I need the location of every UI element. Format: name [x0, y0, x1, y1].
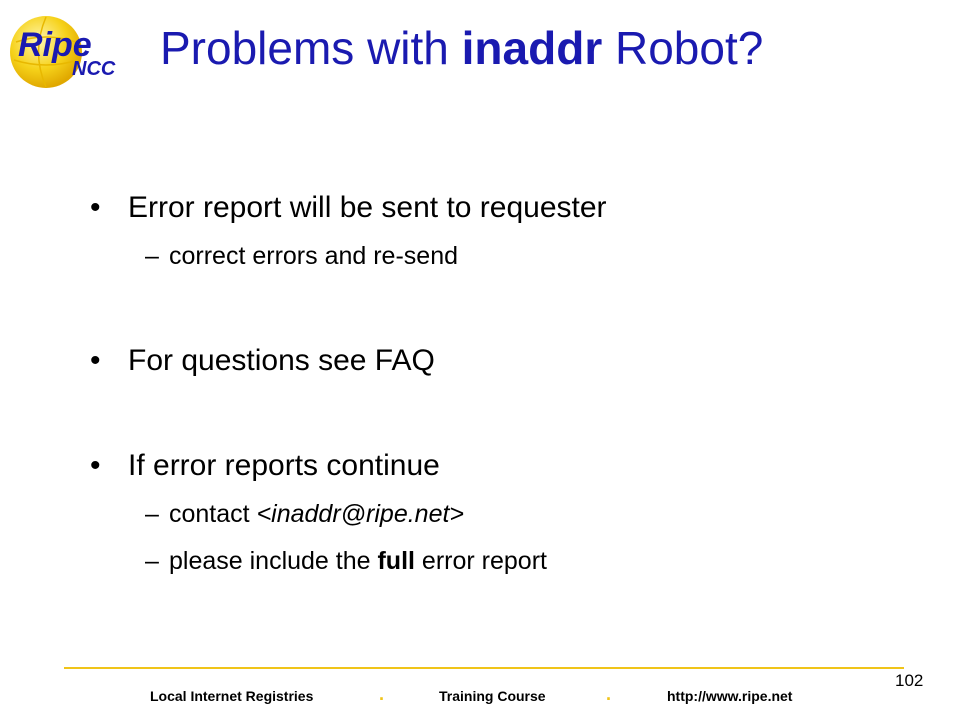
logo-text-sub: NCC [72, 58, 116, 80]
footer-separator: . [606, 684, 612, 704]
sub-bullet-text [169, 499, 464, 529]
footer-divider [64, 667, 904, 669]
bullet-marker: • [90, 191, 101, 224]
title-suffix: Robot? [602, 22, 764, 74]
bullet-text: If error reports continue [128, 449, 440, 482]
logo-text-main: Ripe [18, 26, 92, 64]
bullet-text: For questions see FAQ [128, 344, 435, 377]
bullet-marker: • [90, 344, 101, 377]
sub-bullet-marker: – [145, 242, 159, 270]
sub-bullet-marker: – [145, 500, 159, 528]
sub-bullet-marker: – [145, 547, 159, 575]
footer-center-text: Training Course [439, 688, 546, 704]
title-prefix: Problems with [160, 22, 462, 74]
footer-separator: . [379, 684, 385, 704]
page-number: 102 [895, 671, 924, 690]
footer-url: http://www.ripe.net [667, 688, 793, 704]
sub-bullet-text [169, 546, 547, 576]
footer-left-text: Local Internet Registries [150, 688, 314, 704]
ripe-ncc-logo [6, 12, 120, 92]
bullet-marker: • [90, 449, 101, 482]
contact-label: contact [169, 500, 257, 528]
slide-title [160, 18, 763, 78]
bullet-text: Error report will be sent to requester [128, 191, 607, 224]
sub-text-pre: please include the [169, 547, 378, 575]
title-bold: inaddr [461, 22, 603, 74]
sub-text-post: error report [414, 547, 547, 575]
sub-text-bold: full [377, 547, 415, 575]
contact-email: <inaddr@ripe.net> [256, 500, 465, 528]
sub-bullet-text: correct errors and re-send [169, 242, 459, 270]
